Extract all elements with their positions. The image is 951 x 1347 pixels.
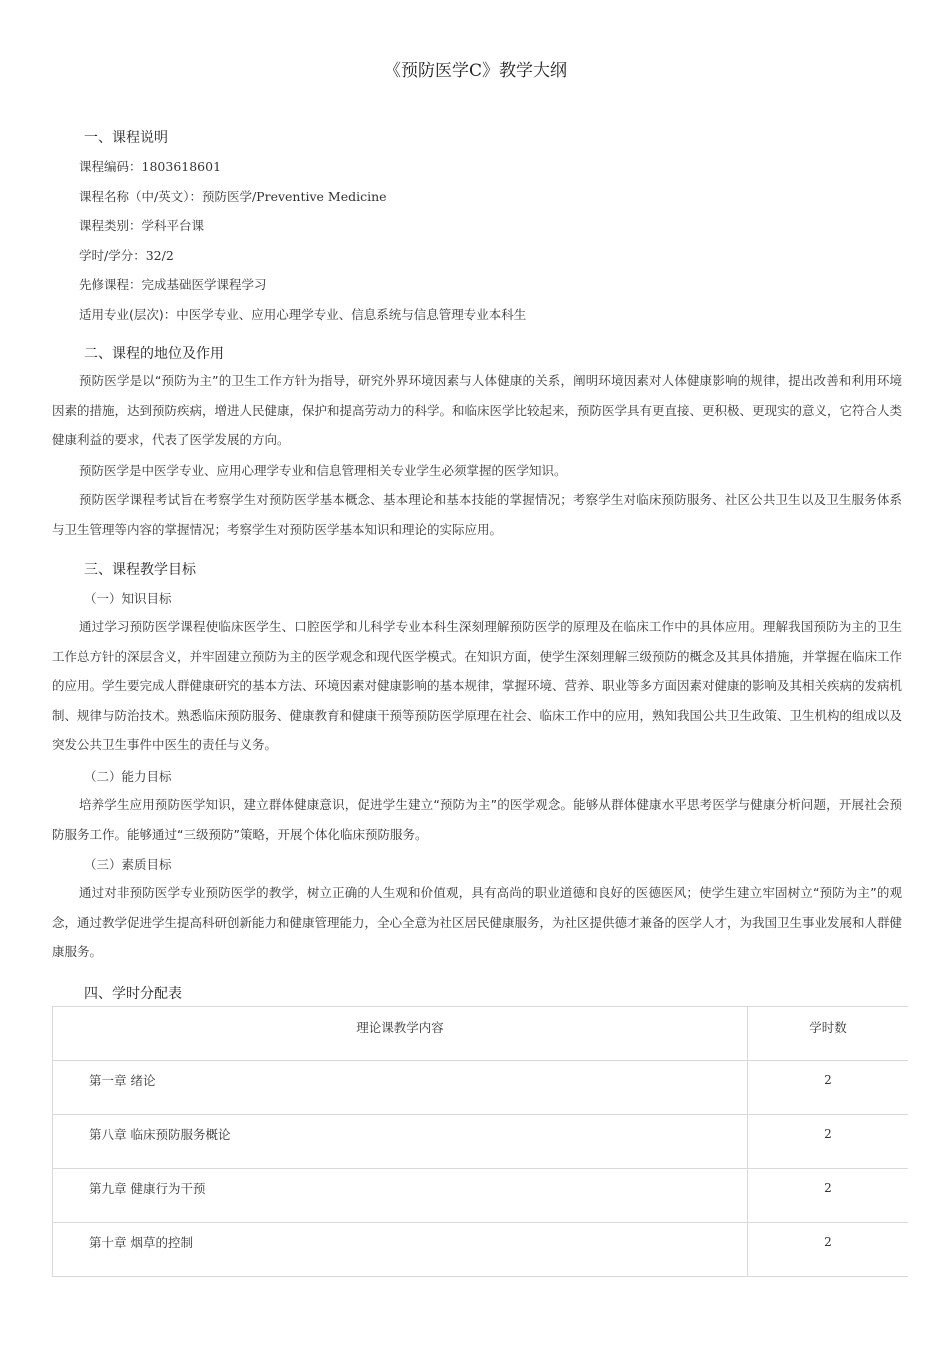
table-row [53, 1169, 909, 1223]
table-row [53, 1223, 909, 1277]
subheading-quality-goals: （三）素质目标 [84, 857, 172, 872]
table-cell-hours: 2 [748, 1169, 909, 1223]
document-title: 《预防医学C》教学大纲 [383, 61, 567, 81]
course-prerequisite: 先修课程：完成基础医学课程学习 [79, 277, 267, 292]
table-cell-hours: 2 [748, 1223, 909, 1277]
role-paragraph-3: 预防医学课程考试旨在考察学生对预防医学基本概念、基本理论和基本技能的掌握情况；考察学生对临床预防服务、社区公共卫生以及卫生服务体系与卫生管理等内容的掌握情况；考察学生对预防医学基本知识和理论的实际应用。 [52, 492, 902, 537]
table-row [53, 1115, 909, 1169]
table-header-hours: 学时数 [748, 1007, 909, 1061]
table-cell-content: 第一章 绪论 [53, 1061, 748, 1115]
course-hours-label: 学时/学分： [79, 248, 146, 263]
section-heading-teaching-goals: 三、课程教学目标 [84, 562, 196, 578]
table-row [53, 1061, 909, 1115]
course-hours-value: 32/2 [145, 248, 174, 263]
hours-allocation-table [52, 1006, 908, 1277]
table-cell-content: 第九章 健康行为干预 [53, 1169, 748, 1223]
course-majors: 适用专业(层次)：中医学专业、应用心理学专业、信息系统与信息管理专业本科生 [79, 307, 527, 322]
section-heading-hours-table: 四、学时分配表 [84, 986, 182, 1002]
course-name-label: 课程名称（中/英文）： [79, 189, 202, 204]
knowledge-goals-paragraph: 通过学习预防医学课程使临床医学生、口腔医学和儿科学专业本科生深刻理解预防医学的原理及在临床工作中的具体应用。理解我国预防为主的卫生工作总方针的深层含义，并牢固建立预防为主的医学观念和现代医学模式。在知识方面，使学生深刻理解三级预防的概念及其具体措施，并掌握在临床工作的应用。学生要完成人群健康研究的基本方法、环境因素对健康影响的基本规律，掌握环境、营养、职业等多方面因素对健康的影响及其相关疾病的发病机制、规律与防治技术。熟悉临床预防服务、健康教育和健康干预等预防医学原理在社会、临床工作中的应用，熟知我国公共卫生政策、卫生机构的组成以及突发公共卫生事件中医生的责任与义务。 [52, 619, 903, 753]
table-cell-content: 第十章 烟草的控制 [53, 1223, 748, 1277]
role-paragraph-2: 预防医学是中医学专业、应用心理学专业和信息管理相关专业学生必须掌握的医学知识。 [79, 463, 567, 478]
table-cell-content: 第八章 临床预防服务概论 [53, 1115, 748, 1169]
ability-goals-paragraph: 培养学生应用预防医学知识，建立群体健康意识，促进学生建立“预防为主”的医学观念。能够从群体健康水平思考医学与健康分析问题，开展社会预防服务工作。能够通过“三级预防”策略，开展个体化临床预防服务。 [52, 797, 902, 842]
course-name-line [79, 187, 387, 205]
table-cell-hours: 2 [748, 1061, 909, 1115]
course-hours-line [79, 246, 174, 264]
subheading-knowledge-goals: （一）知识目标 [84, 591, 172, 606]
table-header-content: 理论课教学内容 [53, 1007, 748, 1061]
subheading-ability-goals: （二）能力目标 [84, 769, 172, 784]
course-code-label: 课程编码： [79, 159, 142, 174]
section-heading-course-role: 二、课程的地位及作用 [84, 346, 224, 362]
course-category: 课程类别：学科平台课 [79, 218, 205, 233]
table-cell-hours: 2 [748, 1115, 909, 1169]
course-name-value: 预防医学/Preventive Medicine [201, 189, 387, 204]
table-header-row [53, 1007, 909, 1061]
course-code-value: 1803618601 [141, 159, 222, 174]
course-code-line [79, 157, 221, 175]
section-heading-course-description: 一、课程说明 [84, 130, 168, 146]
quality-goals-paragraph: 通过对非预防医学专业预防医学的教学，树立正确的人生观和价值观，具有高尚的职业道德和良好的医德医风；使学生建立牢固树立“预防为主”的观念，通过教学促进学生提高科研创新能力和健康管理能力，全心全意为社区居民健康服务，为社区提供德才兼备的医学人才，为我国卫生事业发展和人群健康服务。 [52, 885, 903, 960]
role-paragraph-1: 预防医学是以“预防为主”的卫生工作方针为指导，研究外界环境因素与人体健康的关系，阐明环境因素对人体健康影响的规律，提出改善和利用环境因素的措施，达到预防疾病，增进人民健康，保护和提高劳动力的科学。和临床医学比较起来，预防医学具有更直接、更积极、更现实的意义，它符合人类健康利益的要求，代表了医学发展的方向。 [52, 373, 903, 448]
